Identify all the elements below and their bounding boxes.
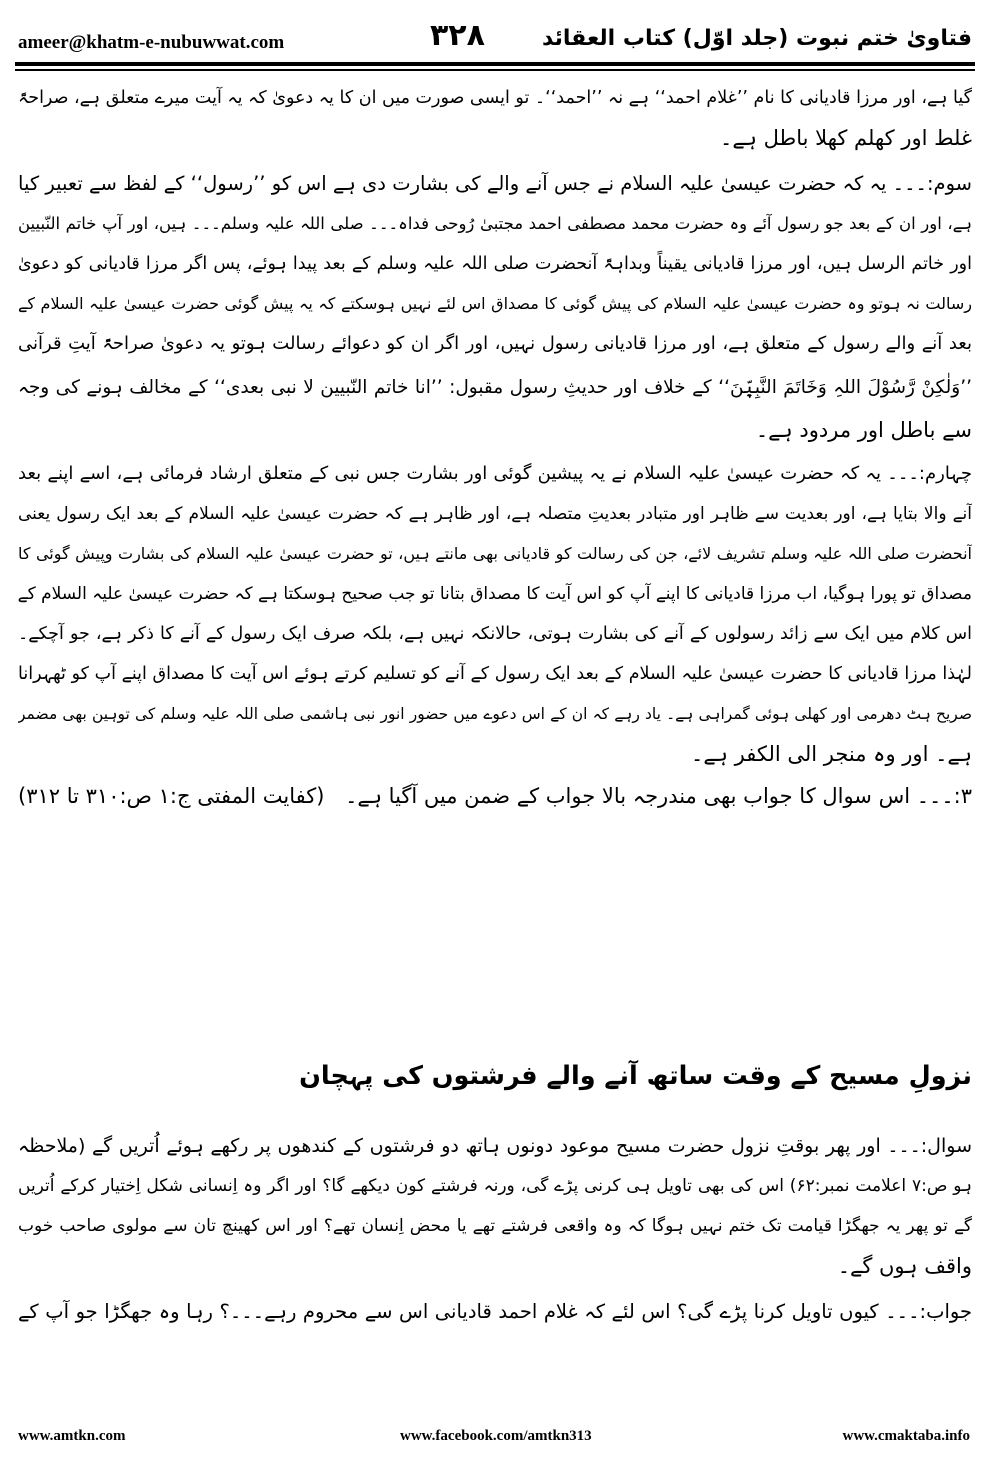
page-number: ۳۲۸	[430, 18, 485, 53]
question-line: ہو ص:۷ اعلامت نمبر:۶۲) اس کی بھی تاویل ہی کرنی پڑے گی، ورنہ فرشتے کون دیکھے گا؟ اور اگر وہ اِنسانی شکل اِختیار کرکے اُتریں	[18, 1176, 972, 1196]
text-line: صریح ہٹ دھرمی اور کھلی ہوئی گمراہی ہے۔ یاد رہے کہ ان کے اس دعوے میں حضور انور نبی ہاشمی صلی اللہ علیہ وسلم کی توہین بھی مضمر	[18, 705, 972, 723]
text-line: غلط اور کھلم کھلا باطل ہے۔	[720, 126, 972, 150]
text-line: اور خاتم الرسل ہیں، اور مرزا قادیانی یقیناً وبداہۃً آنحضرت صلی اللہ علیہ وسلم کے بعد پیدا ہوئے، پس اگر مرزا قادیانی کو دعویٰ	[18, 254, 972, 274]
text-line: سے باطل اور مردود ہے۔	[755, 418, 972, 442]
reference-citation: (کفایت المفتی ج:۱ ص:۳۱۰ تا ۳۱۲)	[18, 784, 325, 808]
text-line: مصداق تو پورا ہوگیا، اب مرزا قادیانی کا اپنے آپ کو اس آیت کا مصداق بتانا تو جب صحیح ہوسکتا ہے کہ حضرت عیسیٰ علیہ السلام کے	[18, 584, 972, 604]
text-line: آنے والا بتایا ہے، اور بعدیت سے ظاہر اور متبادر بعدیتِ متصلہ ہے، اور ظاہر ہے کہ حضرت عیسیٰ علیہ السلام کے بعد ایک رسول یعنی	[18, 504, 972, 524]
text-line: ہے، اور ان کے بعد جو رسول آئے وہ حضرت محمد مصطفی احمد مجتبیٰ رُوحی فداہ۔۔۔ صلی اللہ علیہ وسلم۔۔۔ ہیں، اور آپ خاتم النّبیین	[18, 214, 972, 233]
text-line: اس کلام میں ایک سے زائد رسولوں کے آنے کی بشارت ہوتی، حالانکہ نہیں ہے، بلکہ صرف ایک رسول کے آنے کا ذکر ہے، جو آچکے۔	[18, 624, 972, 644]
section-heading: نزولِ مسیح کے وقت ساتھ آنے والے فرشتوں کی پہچان	[299, 1061, 972, 1091]
answer3-line	[18, 778, 972, 814]
header-rule-thick	[15, 62, 975, 66]
text-line: ہے۔ اور وہ منجر الی الکفر ہے۔	[691, 742, 972, 766]
header-rule-thin	[15, 69, 975, 71]
footer-website-link[interactable]: www.amtkn.com	[18, 1428, 126, 1444]
header-email: ameer@khatm-e-nubuwwat.com	[18, 32, 285, 53]
text-line: رسالت نہ ہوتو وہ حضرت عیسیٰ علیہ السلام کی پیش گوئی کا مصداق اس لئے نہیں ہوسکتے کہ یہ پیش گوئی حضرت عیسیٰ علیہ السلام کے	[18, 294, 972, 313]
text-line: چہارم:۔۔۔ یہ کہ حضرت عیسیٰ علیہ السلام نے یہ پیشین گوئی اور بشارت جس نبی کے متعلق ارشاد فرمائی ہے، اسے اپنے بعد	[18, 463, 972, 484]
text-line: سوم:۔۔۔ یہ کہ حضرت عیسیٰ علیہ السلام نے جس آنے والے کی بشارت دی ہے اس کو ’’رسول‘‘ کے لفظ سے تعبیر کیا	[18, 172, 972, 195]
question-line: گے تو پھر یہ جھگڑا قیامت تک ختم نہیں ہوگا کہ وہ واقعی فرشتے تھے یا محض اِنسان تھے؟ اور اس کھینچ تان سے مولوی صاحب خوب	[18, 1216, 972, 1236]
text-line: لہٰذا مرزا قادیانی کا حضرت عیسیٰ علیہ السلام کے بعد ایک رسول کے آنے کو تسلیم کرتے ہوئے اس آیت کا مصداق اپنے آپ کو ٹھہرانا	[18, 664, 972, 684]
text-line: ’’وَلٰکِنْ رَّسُوْلَ اللہِ وَخَاتَمَ النَّبِیّٖنَ‘‘ کے خلاف اور حدیثِ رسول مقبول: ’’انا خاتم النّبیین لا نبی بعدی‘‘ کے مخالف ہونے کی وجہ	[18, 377, 972, 398]
footer-facebook-link[interactable]: www.facebook.com/amtkn313	[400, 1428, 592, 1444]
footer-maktaba-link[interactable]: www.cmaktaba.info	[842, 1428, 970, 1444]
text-line: آنحضرت صلی اللہ علیہ وسلم تشریف لائے، جن کی رسالت کو قادیانی بھی مانتے ہیں، تو حضرت عیسیٰ علیہ السلام کی بشارت وپیش گوئی کا	[18, 544, 972, 563]
answer-line: جواب:۔۔۔ کیوں تاویل کرنا پڑے گی؟ اس لئے کہ غلام احمد قادیانی اس سے محروم رہے۔۔۔؟ رہا وہ جھگڑا جو آپ کے	[18, 1300, 972, 1323]
text-line: گیا ہے، اور مرزا قادیانی کا نام ’’غلام احمد‘‘ ہے نہ ’’احمد‘‘۔ تو ایسی صورت میں ان کا یہ دعویٰ کہ یہ آیت میرے متعلق ہے، صراحۃً	[18, 88, 972, 108]
book-title: فتاویٰ ختم نبوت (جلد اوّل) کتاب العقائد	[541, 26, 972, 51]
question-line: واقف ہوں گے۔	[837, 1254, 972, 1278]
answer3-text: ۳:۔۔۔ اس سوال کا جواب بھی مندرجہ بالا جواب کے ضمن میں آگیا ہے۔	[345, 784, 972, 808]
text-line: بعد آنے والے رسول کے متعلق ہے، اور مرزا قادیانی رسول نہیں، اور اگر ان کو دعوائے رسالت ہوتو یہ دعویٰ صراحۃً آیتِ قرآنی	[18, 333, 972, 354]
question-line: سوال:۔۔۔ اور پھر بوقتِ نزول حضرت مسیح موعود دونوں ہاتھ دو فرشتوں کے کندھوں پر رکھے ہوئے اُتریں گے (ملاحظہ	[18, 1135, 972, 1157]
